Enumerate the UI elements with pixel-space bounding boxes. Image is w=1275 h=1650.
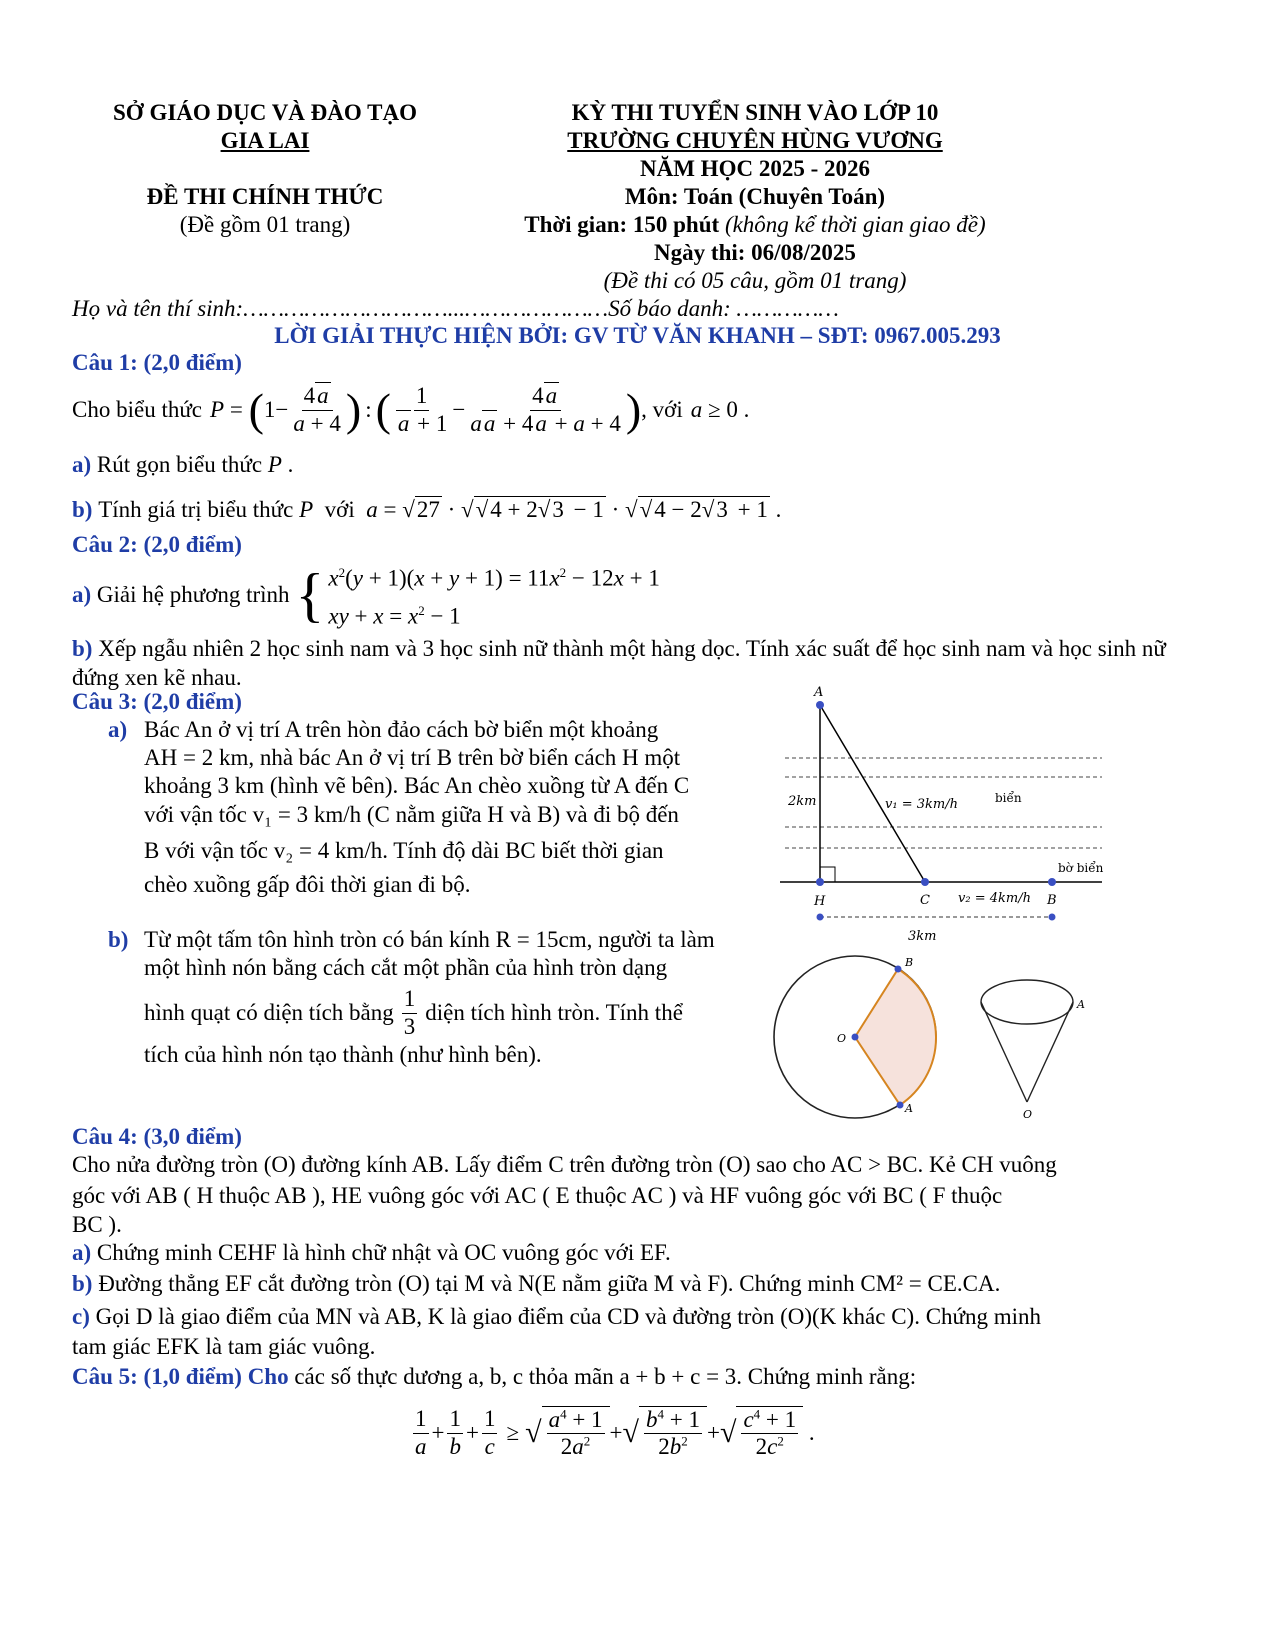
q2-part-a: a) Giải hệ phương trình { $x^2(y + 1)(x + y + 1) = 11x^2 - 12x + 1$ xy + $x = x^2 - 1$ — [72, 562, 660, 629]
label-3km: 3km — [908, 929, 937, 944]
q5-cho: Cho — [247, 1364, 289, 1389]
circle-center — [852, 1034, 859, 1041]
label-cone-a: A — [1077, 998, 1085, 1011]
label-b: B — [1047, 893, 1057, 908]
q4-c-line2: tam giác EFK là tam giác vuông. — [72, 1334, 376, 1359]
q3-b-line4: tích của hình nón tạo thành (như hình bên). — [144, 1042, 542, 1067]
q1-condition-label: , với — [641, 397, 683, 422]
q1-a-text: Rút gọn biểu thức — [96, 452, 263, 477]
q4-b-text: Đường thẳng EF cắt đường tròn (O) tại M và N(E nằm giữa M và F). Chứng minh CM² = CE.CA. — [98, 1271, 1001, 1296]
q3-a-line3: khoảng 3 km (hình vẽ bên). Bác An chèo xuồng từ A đến C — [144, 773, 690, 798]
subject: Môn: Toán (Chuyên Toán) — [624, 184, 886, 209]
cone-base — [981, 980, 1073, 1024]
label-v1: v₁ = 3km/h — [885, 797, 958, 812]
q4-title: Câu 4: (3,0 điểm) — [72, 1124, 242, 1149]
q1-b-with: với — [324, 496, 355, 522]
q4-a-text: Chứng minh CEHF là hình chữ nhật và OC vuông góc với EF. — [96, 1240, 671, 1265]
label-cone-o: O — [1023, 1108, 1033, 1121]
q2-a-text: Giải hệ phương trình — [96, 582, 290, 607]
candidate-line: Họ và tên thí sinh:…………………………...…………………Số báo danh: …………… — [72, 296, 839, 321]
q2-b-label: b) — [72, 636, 93, 661]
exam-date: Ngày thi: 06/08/2025 — [654, 240, 856, 265]
q1-part-a: a) Rút gọn biểu thức P . — [72, 452, 294, 477]
q3-a-line5: B với vận tốc v₂ = 4 km/h. Tính độ dài BC biết thời gian — [144, 838, 664, 863]
q3-title: Câu 3: (2,0 điểm) — [72, 689, 242, 714]
label-shore: bờ biển — [1058, 861, 1104, 875]
q1-intro: Cho biểu thức — [72, 397, 203, 422]
official-label: ĐỀ THI CHÍNH THỨC — [146, 184, 384, 209]
q3-a-line6: chèo xuồng gấp đôi thời gian đi bộ. — [144, 872, 471, 897]
time-line — [470, 212, 1040, 238]
q2-a-label: a) — [72, 582, 92, 607]
q4-line2: góc với AB ( H thuộc AB ), HE vuông góc với AC ( E thuộc AC ) và HF vuông góc với BC ( F thuộc — [72, 1183, 1003, 1208]
point-c — [921, 878, 929, 886]
q4-a-label: a) — [72, 1240, 92, 1265]
solution-credit: LỜI GIẢI THỰC HIỆN BỞI: GV TỪ VĂN KHANH – SĐT: 0967.005.293 — [274, 323, 1001, 348]
q2-title: Câu 2: (2,0 điểm) — [72, 532, 242, 557]
point-b — [1048, 878, 1056, 886]
department-name: SỞ GIÁO DỤC VÀ ĐÀO TẠO — [113, 100, 417, 125]
school-year: NĂM HỌC 2025 - 2026 — [640, 156, 870, 181]
q1-b-text: Tính giá trị biểu thức — [98, 496, 294, 522]
province-name: GIA LAI — [220, 128, 310, 153]
school-name: TRƯỜNG CHUYÊN HÙNG VƯƠNG — [567, 128, 943, 153]
q4-line1: Cho nửa đường tròn (O) đường kính AB. Lấy điểm C trên đường tròn (O) sao cho AC > BC. Kẻ CH vuông — [72, 1152, 1057, 1177]
time-label: Thời gian: 150 phút — [524, 212, 720, 237]
q3-b-line3a: hình quạt có diện tích bằng — [144, 1000, 394, 1025]
q5-statement — [72, 1364, 916, 1390]
q4-c-label: c) — [72, 1304, 90, 1329]
segment-ac — [820, 705, 925, 882]
q1-expression: Cho biểu thức P = ( 1− $\frac{4a}{a + 4}$ ) : ( $\frac{1}{a + 1}$ − $\frac{4a}{aa + 4a + a + 4}$ ) , với a ≥ 0 . — [72, 383, 750, 436]
label-o: O — [837, 1032, 847, 1045]
page-count: (Đề gồm 01 trang) — [179, 212, 351, 237]
q4-c-line1: Gọi D là giao điểm của MN và AB, K là giao điểm của CD và đường tròn (O)(K khác C). Chứng minh — [95, 1304, 1042, 1329]
q4-line3: BC ). — [72, 1212, 122, 1237]
q1-title: Câu 1: (2,0 điểm) — [72, 350, 242, 375]
label-2km: 2km — [788, 794, 817, 809]
exam-title: KỲ THI TUYỂN SINH VÀO LỚP 10 — [571, 100, 939, 125]
q3-a-label: a) — [108, 717, 128, 742]
q3-b-line3: hình quạt có diện tích bằng $\frac{1}{3}$ diện tích hình tròn. Tính thể — [144, 986, 683, 1039]
q3-b-line2: một hình nón bằng cách cắt một phần của hình tròn dạng — [144, 955, 668, 980]
q3-b-line3b: diện tích hình tròn. Tính thể — [425, 1000, 683, 1025]
q5-text: các số thực dương a, b, c thỏa mãn a + b + c = 3. Chứng minh rằng: — [294, 1364, 917, 1389]
exam-note: (Đề thi có 05 câu, gồm 01 trang) — [603, 268, 907, 293]
q4-part-a — [72, 1240, 671, 1266]
q4-part-c — [72, 1304, 1041, 1330]
q3-a-line4: với vận tốc v₁ = 3 km/h (C nằm giữa H và B) và đi bộ đến — [144, 802, 679, 827]
q5-inequality: $\frac{1}{a}$ + $\frac{1}{b}$ + $\frac{1}{c}$ ≥ √ $\frac{a^4 + 1}{2a^2}$ + √ $\frac{b^4 + 1}{2b^2}$ + √ $\frac{c^4 + 1}{2c^2}$ . — [415, 1405, 815, 1459]
point-a — [816, 701, 824, 709]
q3-a-line1: Bác An ở vị trí A trên hòn đảo cách bờ biển một khoảng — [144, 717, 659, 742]
point-h — [816, 878, 824, 886]
figure-cone — [765, 950, 1105, 1125]
q4-b-label: b) — [72, 1271, 93, 1296]
sector-shape — [855, 969, 936, 1105]
q1-a-label: a) — [72, 452, 92, 477]
q4-part-b — [72, 1271, 1000, 1297]
q1-b-label: b) — [72, 496, 93, 522]
q2-b-text: Xếp ngẫu nhiên 2 học sinh nam và 3 học sinh nữ thành một hàng dọc. Tính xác suất để học sinh nam và học sinh nữ đứng xen kẽ nhau. — [72, 636, 1166, 690]
q1-part-b: b) Tính giá trị biểu thức P với a = √ 27 · √ √4 + 2√3 − 1 · √ √4 − 2√3 + 1 . — [72, 496, 782, 522]
label-c: C — [920, 893, 930, 908]
q3-a-line2: AH = 2 km, nhà bác An ở vị trí B trên bờ biển cách H một — [144, 745, 681, 770]
label-sector-b: B — [905, 956, 914, 969]
q3-b-label: b) — [108, 927, 129, 952]
label-v2: v₂ = 4km/h — [958, 891, 1031, 906]
label-sector-a: A — [905, 1102, 913, 1115]
time-note: (không kể thời gian giao đề) — [724, 212, 986, 237]
q5-title: Câu 5: (1,0 điểm) — [72, 1364, 242, 1389]
label-sea: biển — [995, 791, 1022, 805]
q3-b-line1: Từ một tấm tôn hình tròn có bán kính R = 15cm, người ta làm — [144, 927, 715, 952]
figure-shore — [780, 680, 1110, 950]
label-a: A — [814, 685, 824, 700]
label-h: H — [814, 894, 826, 909]
